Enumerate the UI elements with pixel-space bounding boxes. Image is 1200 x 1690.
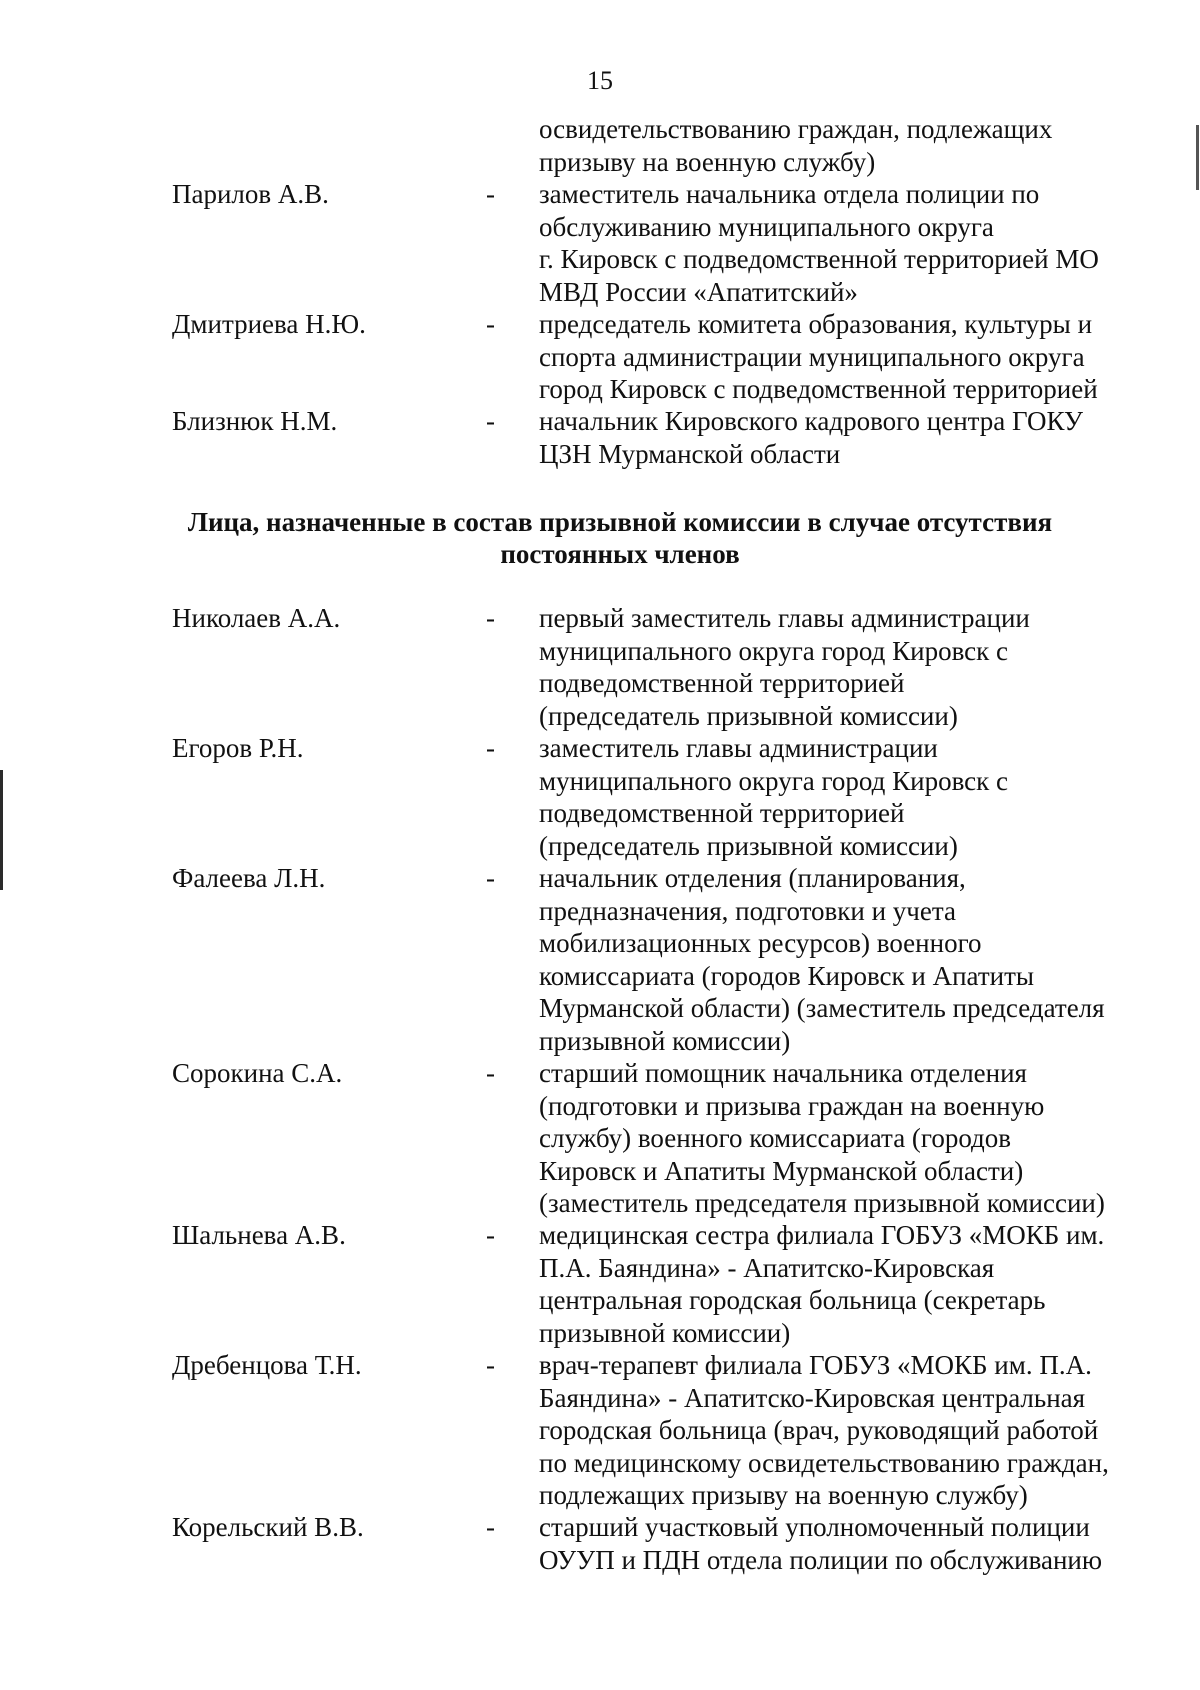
member-name: Дребенцова Т.Н. [172,1350,362,1380]
member-description: первый заместитель главы администрации муниципального округа город Кировск с подведомственной территорией (председатель призывной комиссии) [539,603,1030,731]
member-name: Корельский В.В. [172,1512,364,1542]
member-name: Дмитриева Н.Ю. [172,309,366,339]
member-name: Шальнева А.В. [172,1220,346,1250]
entry-dash: - [486,1512,495,1542]
section-heading: Лица, назначенные в состав призывной комиссии в случае отсутствия постоянных членов [187,507,1053,569]
page-number: 15 [587,66,613,95]
member-description: заместитель главы администрации муниципального округа город Кировск с подведомственной территорией (председатель призывной комиссии) [539,733,1009,861]
entry-dash: - [486,603,495,633]
member-description: старший помощник начальника отделения (подготовки и призыва граждан на военную службу) военного комиссариата (городов Кировск и Апатиты Мурманской области) (заместитель председателя призывной комиссии) [539,1058,1105,1218]
member-description: председатель комитета образования, культуры и спорта администрации муниципального округа город Кировск с подведомственной территорией [539,309,1098,404]
entry-dash: - [486,863,495,893]
member-description: заместитель начальника отдела полиции по обслуживанию муниципального округа г. Кировск с подведомственной территорией МО МВД России «Апатитский» [539,179,1099,307]
entry-dash: - [486,309,495,339]
scan-margin-mark [1196,125,1199,190]
member-description: начальник отделения (планирования, предназначения, подготовки и учета мобилизационных ресурсов) военного комиссариата (городов Кировск и Апатиты Мурманской области) (заместитель председателя призывной комиссии) [539,863,1105,1056]
member-name: Сорокина С.А. [172,1058,343,1088]
member-name: Парилов А.В. [172,179,329,209]
member-name: Фалеева Л.Н. [172,863,326,893]
entry-dash: - [486,733,495,763]
member-description: медицинская сестра филиала ГОБУЗ «МОКБ им. П.А. Баяндина» - Апатитско-Кировская центральная городская больница (секретарь призывной комиссии) [539,1220,1105,1348]
member-description: старший участковый уполномоченный полиции ОУУП и ПДН отдела полиции по обслуживанию [539,1512,1103,1575]
entry-dash: - [486,406,495,436]
member-description: врач-терапевт филиала ГОБУЗ «МОКБ им. П.А. Баяндина» - Апатитско-Кировская центральная городская больница (врач, руководящий работой по медицинскому освидетельствованию граждан, подлежащих призыву на военную службу) [539,1350,1109,1510]
entry-dash: - [486,1058,495,1088]
entry-dash: - [486,179,495,209]
member-description: начальник Кировского кадрового центра ГОКУ ЦЗН Мурманской области [539,406,1084,469]
member-name: Егоров Р.Н. [172,733,304,763]
entry-dash: - [486,1350,495,1380]
member-description: освидетельствованию граждан, подлежащих призыву на военную службу) [539,114,1053,177]
member-name: Близнюк Н.М. [172,406,338,436]
entry-dash: - [486,1220,495,1250]
scan-margin-mark [0,770,3,890]
member-name: Николаев А.А. [172,603,341,633]
